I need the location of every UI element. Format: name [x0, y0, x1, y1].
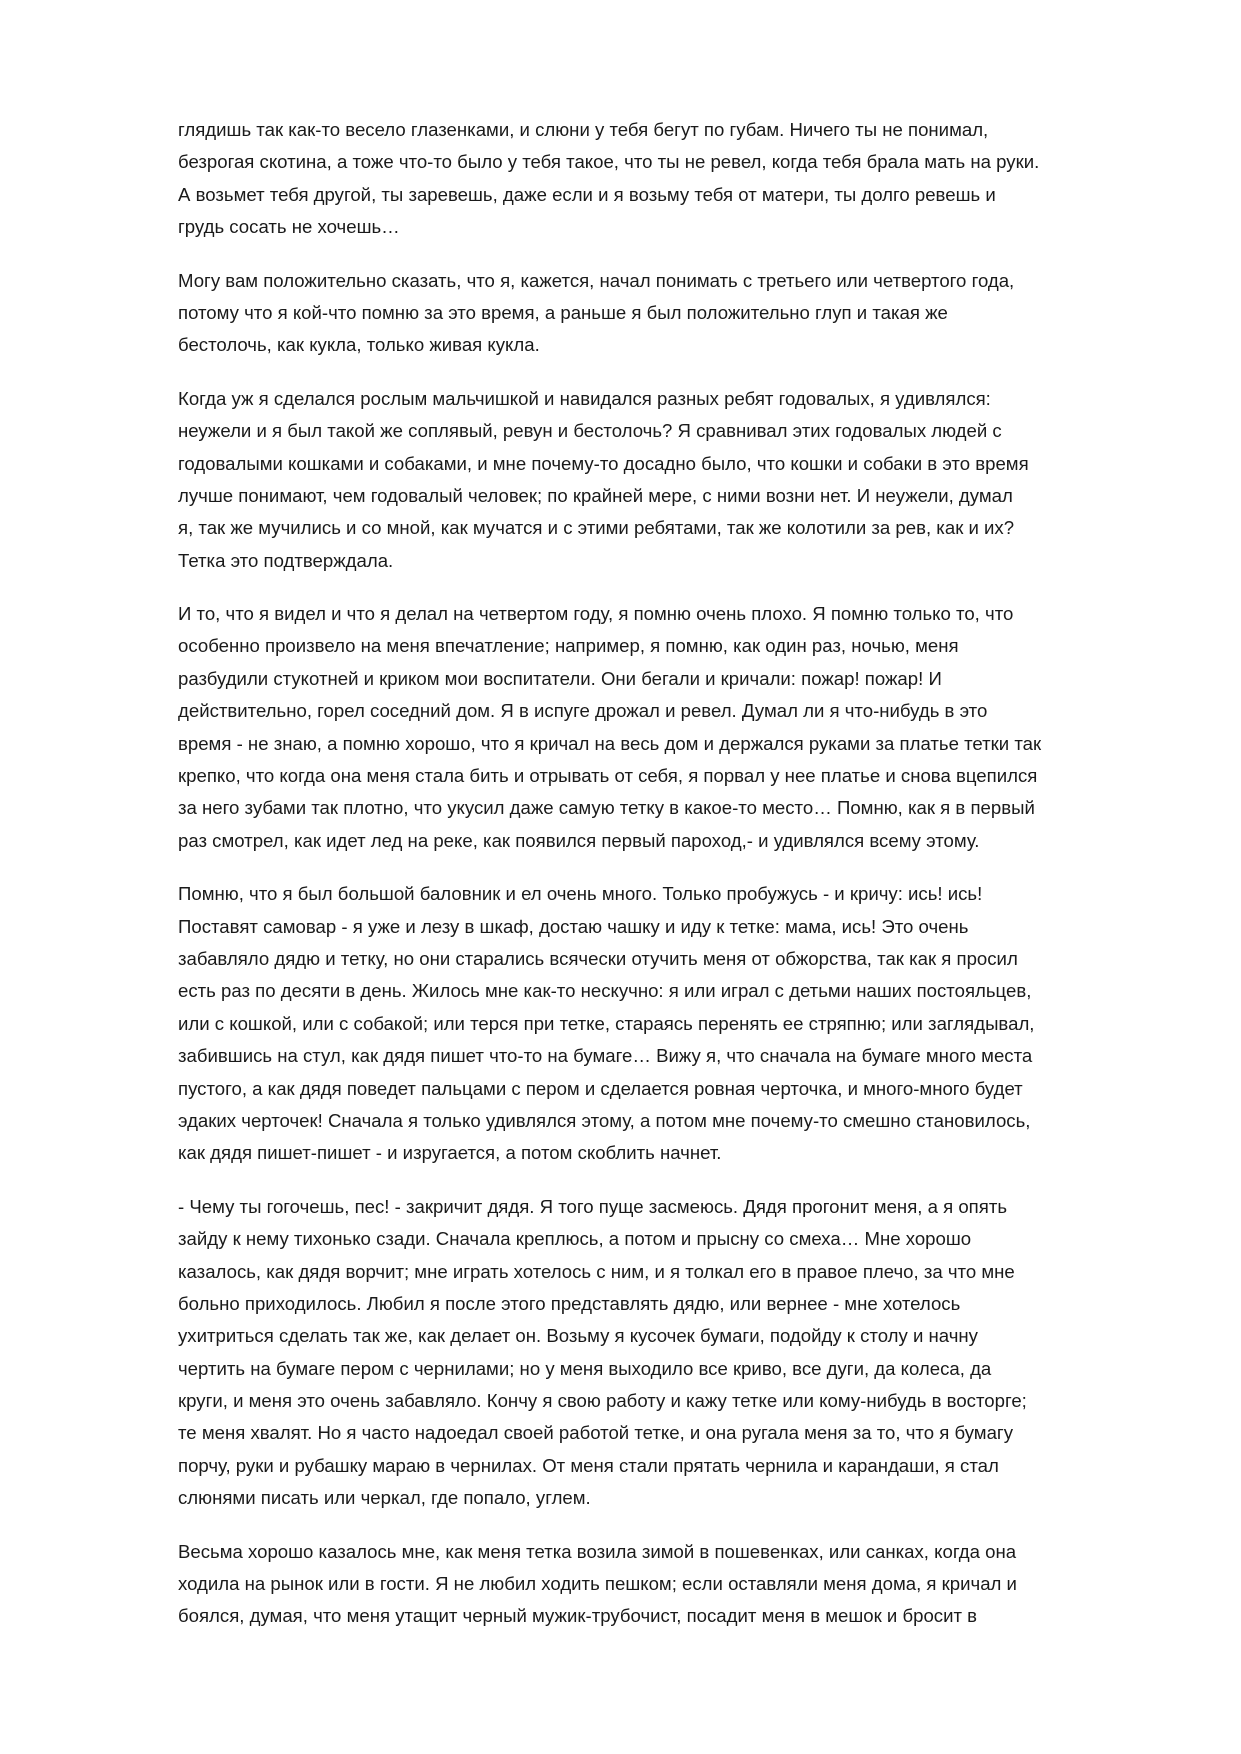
- text-line: действительно, горел соседний дом. Я в испуге дрожал и ревел. Думал ли я что-нибудь в это: [178, 700, 988, 722]
- text-line: или с кошкой, или с собакой; или терся при тетке, стараясь перенять ее стряпню; или заглядывал,: [178, 1012, 1035, 1034]
- text-line: боялся, думая, что меня утащит черный мужик-трубочист, посадит меня в мешок и бросит в: [178, 1605, 978, 1627]
- paragraph: [178, 598, 1158, 857]
- text-line: грудь сосать не хочешь…: [178, 216, 400, 238]
- text-line: Тетка это подтверждала.: [178, 549, 394, 571]
- document-page: [178, 114, 1158, 1654]
- paragraph: [178, 1191, 1158, 1515]
- text-line: глядишь так как-то весело глазенками, и слюни у тебя бегут по губам. Ничего ты не понимал,: [178, 119, 989, 140]
- text-line: годовалыми кошками и собаками, и мне почему-то досадно было, что кошки и собаки в это время: [178, 452, 1029, 474]
- paragraph: [178, 1536, 1158, 1633]
- text-line: А возьмет тебя другой, ты заревешь, даже если и я возьму тебя от матери, ты долго ревешь и: [178, 183, 996, 205]
- text-line: я, так же мучились и со мной, как мучатся и с этими ребятами, так же колотили за рев, как и их?: [178, 517, 1015, 539]
- text-line: Поставят самовар - я уже и лезу в шкаф, достаю чашку и иду к тетке: мама, ись! Это очень: [178, 915, 969, 937]
- text-line: казалось, как дядя ворчит; мне играть хотелось с ним, и я толкал его в правое плечо, за что мне: [178, 1260, 1015, 1282]
- text-line: Могу вам положительно сказать, что я, кажется, начал понимать с третьего или четвертого года,: [178, 269, 1015, 291]
- text-line: забившись на стул, как дядя пишет что-то на бумаге… Вижу я, что сначала на бумаге много места: [178, 1045, 1033, 1067]
- text-line: забавляло дядю и тетку, но они старались всячески отучить меня от обжорства, так как я просил: [178, 947, 1018, 969]
- text-line: чертить на бумаге пером с чернилами; но у меня выходило все криво, все дуги, да колеса, да: [178, 1357, 992, 1379]
- paragraph: [178, 265, 1158, 362]
- paragraph: [178, 114, 1158, 244]
- text-line: те меня хвалят. Но я часто надоедал своей работой тетке, и она ругала меня за то, что я бумагу: [178, 1422, 1014, 1444]
- paragraph: [178, 383, 1158, 577]
- text-line: эдаких черточек! Сначала я только удивлялся этому, а потом мне почему-то смешно становилось,: [178, 1109, 1031, 1131]
- text-line: И то, что я видел и что я делал на четвертом году, я помню очень плохо. Я помню только то, что: [178, 603, 1014, 625]
- text-line: раз смотрел, как идет лед на реке, как появился первый пароход,- и удивлялся всему этому.: [178, 829, 980, 851]
- text-line: потому что я кой-что помню за это время, а раньше я был положительно глуп и такая же: [178, 301, 948, 323]
- paragraph: [178, 878, 1158, 1170]
- text-line: Весьма хорошо казалось мне, как меня тетка возила зимой в пошевенках, или санках, когда она: [178, 1540, 1017, 1562]
- text-line: круги, и меня это очень забавляло. Кончу я свою работу и кажу тетке или кому-нибудь в восторге;: [178, 1390, 1027, 1412]
- text-line: Помню, что я был большой баловник и ел очень много. Только пробужусь - и кричу: ись! ись!: [178, 883, 983, 905]
- text-line: порчу, руки и рубашку мараю в чернилах. От меня стали прятать чернила и карандаши, я стал: [178, 1454, 999, 1476]
- text-line: за него зубами так плотно, что укусил даже самую тетку в какое-то место… Помню, как я в первый: [178, 797, 1035, 819]
- text-line: Когда уж я сделался рослым мальчишкой и навидался разных ребят годовалых, я удивлялся:: [178, 387, 991, 409]
- text-line: разбудили стукотней и криком мои воспитатели. Они бегали и кричали: пожар! пожар! И: [178, 667, 942, 689]
- text-line: пустого, а как дядя поведет пальцами с пером и сделается ровная черточка, и много-много будет: [178, 1077, 1023, 1099]
- text-line: бестолочь, как кукла, только живая кукла.: [178, 334, 540, 356]
- text-line: ухитриться сделать так же, как делает он. Возьму я кусочек бумаги, подойду к столу и начну: [178, 1325, 978, 1347]
- text-line: безрогая скотина, а тоже что-то было у тебя такое, что ты не ревел, когда тебя брала мать на руки.: [178, 151, 1040, 173]
- text-line: слюнями писать или черкал, где попало, углем.: [178, 1487, 591, 1509]
- text-line: ходила на рынок или в гости. Я не любил ходить пешком; если оставляли меня дома, я кричал и: [178, 1573, 1017, 1595]
- text-line: как дядя пишет-пишет - и изругается, а потом скоблить начнет.: [178, 1142, 722, 1164]
- text-line: крепко, что когда она меня стала бить и отрывать от себя, я порвал у нее платье и снова вцепился: [178, 765, 1038, 787]
- text-line: лучше понимают, чем годовалый человек; по крайней мере, с ними возни нет. И неужели, думал: [178, 484, 1013, 506]
- text-line: особенно произвело на меня впечатление; например, я помню, как один раз, ночью, меня: [178, 635, 959, 657]
- text-line: зайду к нему тихонько сзади. Сначала креплюсь, а потом и прысну со смеха… Мне хорошо: [178, 1228, 972, 1250]
- text-line: неужели и я был такой же соплявый, ревун и бестолочь? Я сравнивал этих годовалых людей с: [178, 420, 1002, 442]
- text-line: - Чему ты гогочешь, пес! - закричит дядя. Я того пуще засмеюсь. Дядя прогонит меня, а я опять: [178, 1195, 1008, 1217]
- text-line: время - не знаю, а помню хорошо, что я кричал на весь дом и держался руками за платье тетки так: [178, 732, 1042, 754]
- text-line: есть раз по десяти в день. Жилось мне как-то нескучно: я или играл с детьми наших постояльцев,: [178, 980, 1032, 1002]
- text-line: больно приходилось. Любил я после этого представлять дядю, или вернее - мне хотелось: [178, 1292, 961, 1314]
